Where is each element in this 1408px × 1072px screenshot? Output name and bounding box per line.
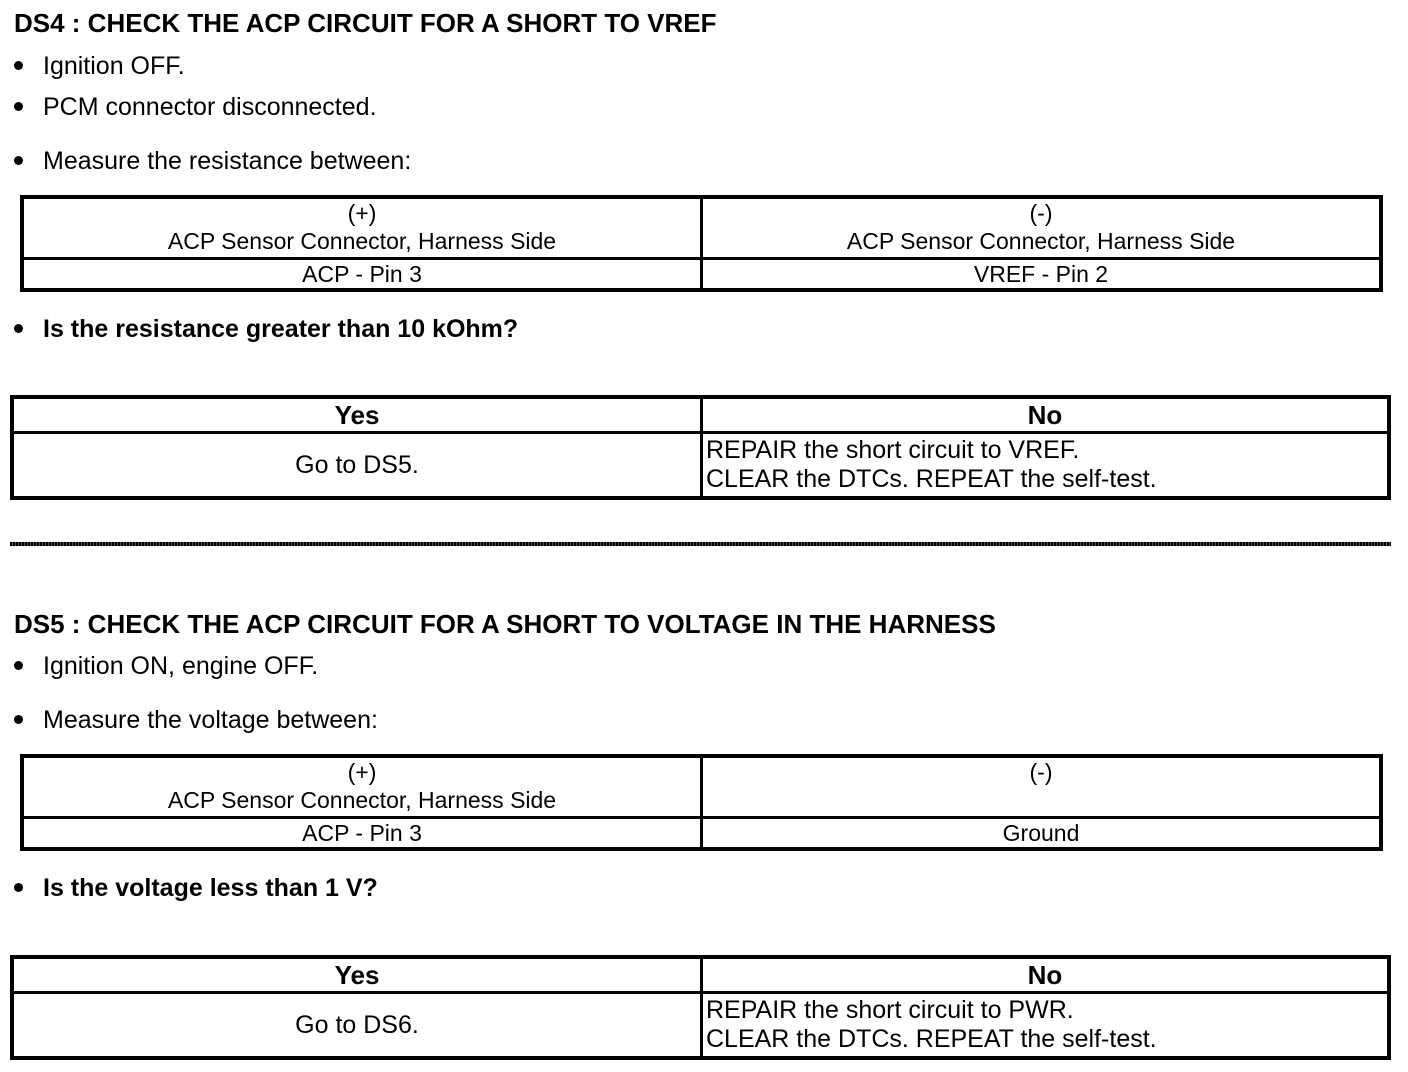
step-text: Ignition ON, engine OFF. bbox=[43, 652, 319, 680]
bullet-icon bbox=[14, 61, 23, 70]
question-text: Is the resistance greater than 10 kOhm? bbox=[43, 315, 519, 343]
neg-value-cell: VREF - Pin 2 bbox=[702, 259, 1382, 291]
ds4-result-table bbox=[10, 395, 1391, 500]
pos-sign: (+) bbox=[347, 759, 377, 785]
yes-header: Yes bbox=[12, 397, 702, 433]
section-divider bbox=[10, 542, 1391, 546]
no-cell bbox=[702, 433, 1390, 499]
step-text: Measure the resistance between: bbox=[43, 147, 412, 175]
ds5-measure-table bbox=[20, 754, 1383, 851]
pos-desc: ACP Sensor Connector, Harness Side bbox=[167, 787, 557, 813]
pos-header-cell bbox=[22, 197, 702, 259]
ds4-title: DS4 : CHECK THE ACP CIRCUIT FOR A SHORT TO VREF bbox=[14, 8, 717, 38]
yes-header: Yes bbox=[12, 957, 702, 993]
no-header: No bbox=[702, 397, 1390, 433]
step-text: PCM connector disconnected. bbox=[43, 93, 377, 121]
no-line-1: REPAIR the short circuit to PWR. bbox=[706, 996, 1074, 1024]
bullet-icon bbox=[14, 883, 23, 892]
yes-cell: Go to DS5. bbox=[12, 433, 702, 499]
no-line-2: CLEAR the DTCs. REPEAT the self-test. bbox=[706, 465, 1157, 493]
step-text: Measure the voltage between: bbox=[43, 706, 378, 734]
ds5-title: DS5 : CHECK THE ACP CIRCUIT FOR A SHORT TO VOLTAGE IN THE HARNESS bbox=[14, 609, 996, 639]
no-line-2: CLEAR the DTCs. REPEAT the self-test. bbox=[706, 1025, 1157, 1053]
pos-value-cell: ACP - Pin 3 bbox=[22, 259, 702, 291]
no-cell bbox=[702, 993, 1390, 1059]
neg-value-cell: Ground bbox=[702, 818, 1382, 850]
ds4-question bbox=[14, 314, 518, 344]
neg-header-cell bbox=[702, 197, 1382, 259]
bullet-icon bbox=[14, 156, 23, 165]
pos-desc: ACP Sensor Connector, Harness Side bbox=[167, 228, 557, 254]
bullet-icon bbox=[14, 324, 23, 333]
neg-sign: (-) bbox=[1029, 200, 1053, 226]
ds5-question bbox=[14, 873, 378, 903]
ds4-measure-table bbox=[20, 195, 1383, 292]
bullet-icon bbox=[14, 661, 23, 670]
neg-sign: (-) bbox=[1029, 759, 1053, 785]
ds5-step-ignition bbox=[14, 651, 318, 681]
neg-desc: ACP Sensor Connector, Harness Side bbox=[846, 228, 1236, 254]
neg-header-cell bbox=[702, 756, 1382, 818]
question-text: Is the voltage less than 1 V? bbox=[43, 874, 378, 902]
bullet-icon bbox=[14, 715, 23, 724]
ds5-result-table bbox=[10, 955, 1391, 1060]
no-header: No bbox=[702, 957, 1390, 993]
bullet-icon bbox=[14, 102, 23, 111]
pos-header-cell bbox=[22, 756, 702, 818]
pos-sign: (+) bbox=[347, 200, 377, 226]
no-line-1: REPAIR the short circuit to VREF. bbox=[706, 436, 1080, 464]
ds4-step-ignition bbox=[14, 51, 185, 81]
pos-value-cell: ACP - Pin 3 bbox=[22, 818, 702, 850]
ds5-step-measure bbox=[14, 705, 378, 735]
ds4-step-measure bbox=[14, 146, 411, 176]
step-text: Ignition OFF. bbox=[43, 52, 185, 80]
ds4-step-connector bbox=[14, 92, 377, 122]
yes-cell: Go to DS6. bbox=[12, 993, 702, 1059]
